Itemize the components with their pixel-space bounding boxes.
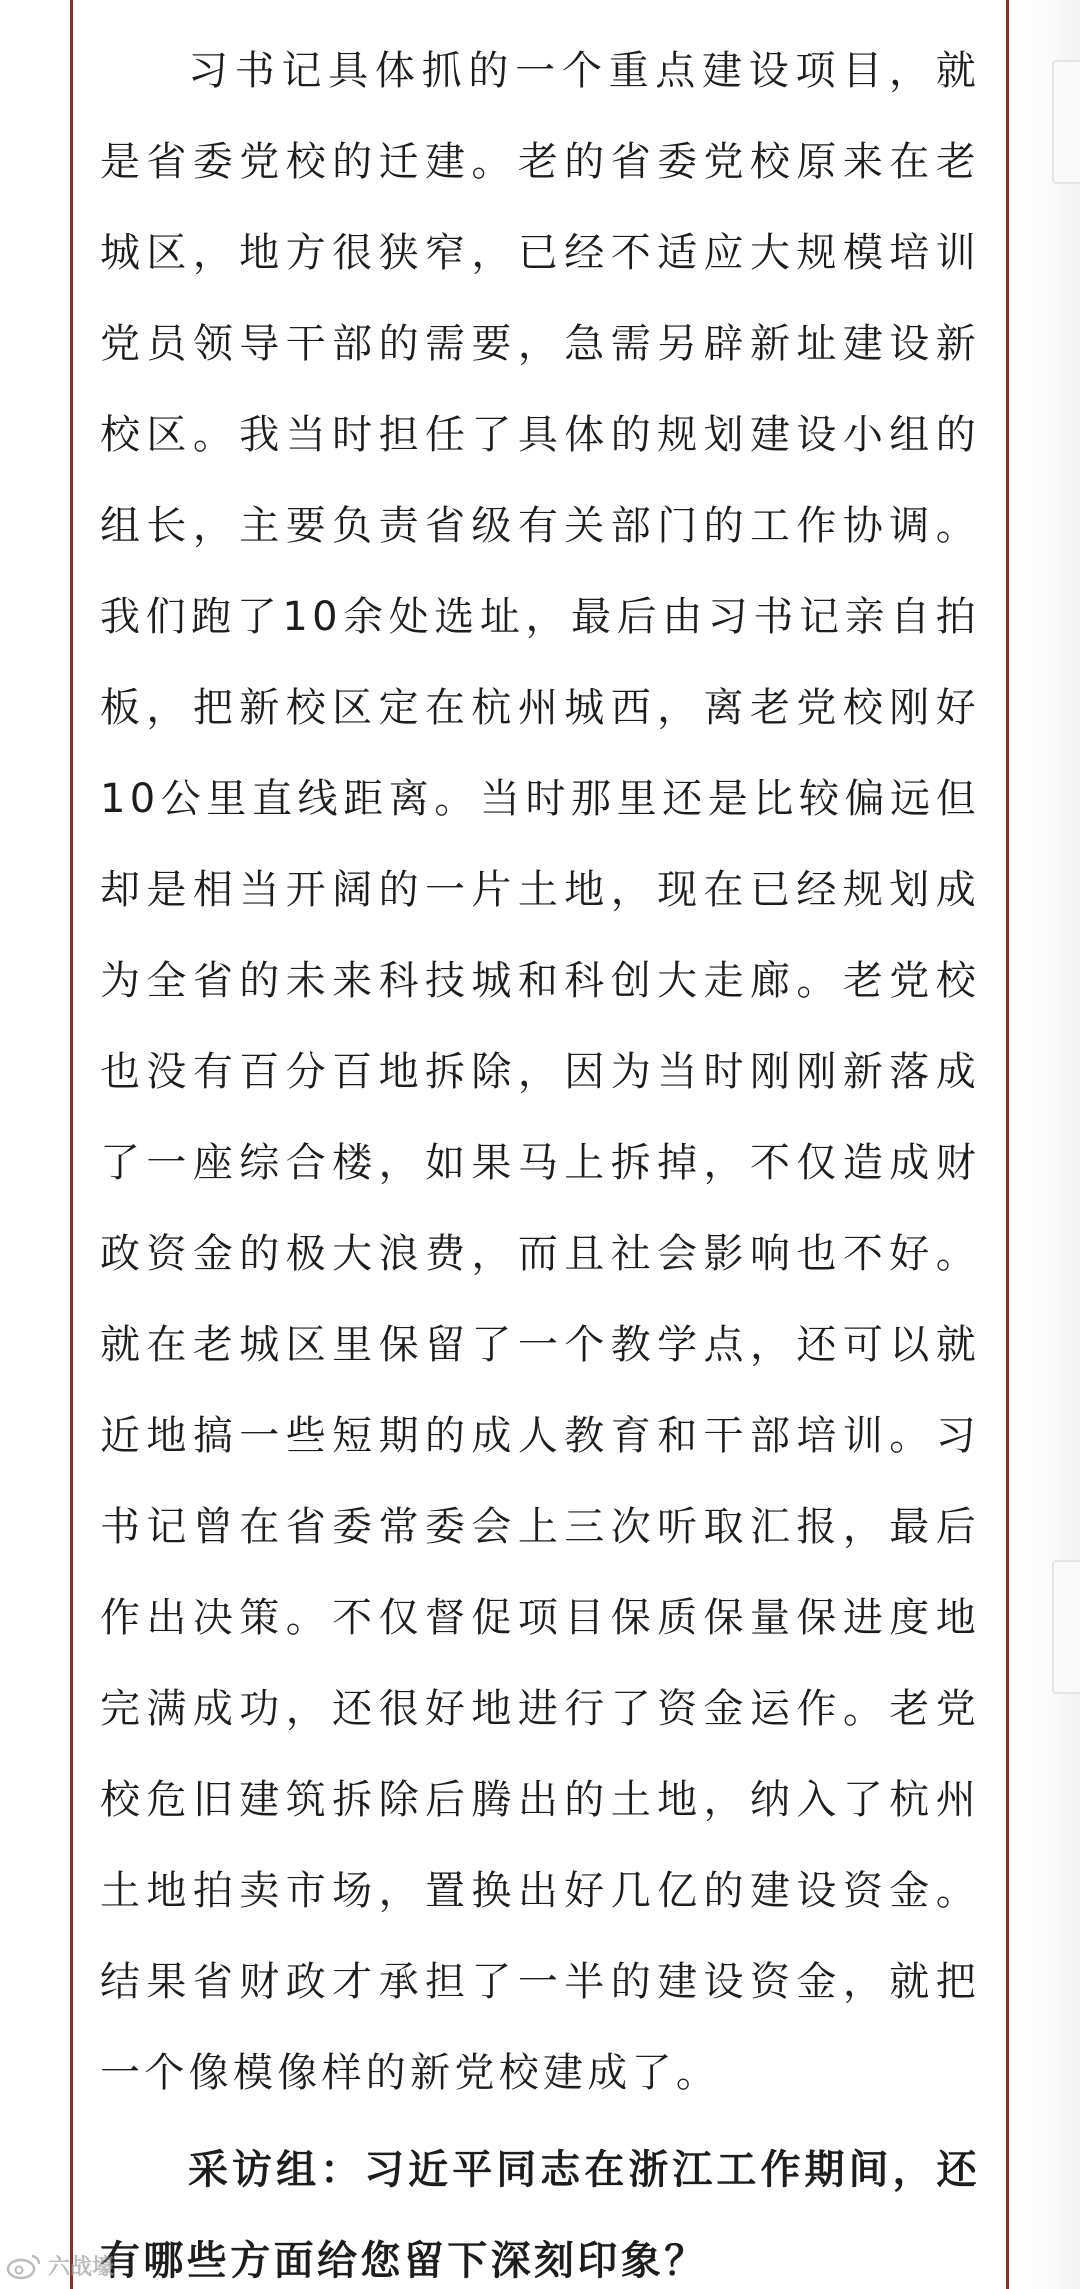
article-paragraph: 习书记具体抓的一个重点建设项目，就是省委党校的迁建。老的省委党校原来在老城区，地方很狭窄，已经不适应大规模培训党员领导干部的需要，急需另辟新址建设新校区。我当时担任了具体的规划建设小组的组长，主要负责省级有关部门的工作协调。我们跑了10余处选址，最后由习书记亲自拍板，把新校区定在杭州城西，离老党校刚好10公里直线距离。当时那里还是比较偏远但却是相当开阔的一片土地，现在已经规划成为全省的未来科技城和科创大走廊。老党校也没有百分百地拆除，因为当时刚刚新落成了一座综合楼，如果马上拆掉，不仅造成财政资金的极大浪费，而且社会影响也不好。就在老城区里保留了一个教学点，还可以就近地搞一些短期的成人教育和干部培训。习书记曾在省委常委会上三次听取汇报，最后作出决策。不仅督促项目保质保量保进度地完满成功，还很好地进行了资金运作。老党校危旧建筑拆除后腾出的土地，纳入了杭州土地拍卖市场，置换出好几亿的建设资金。结果省财政才承担了一半的建设资金，就把一个像模像样的新党校建成了。 xyxy=(100,48,980,2096)
adjacent-panel-edge xyxy=(1052,60,1080,184)
right-margin xyxy=(1009,0,1080,2289)
article-body xyxy=(100,0,980,2289)
interview-question: 采访组：习近平同志在浙江工作期间，还有哪些方面给您留下深刻印象？ xyxy=(100,2147,980,2284)
weibo-logo-icon xyxy=(6,2252,42,2280)
watermark xyxy=(6,2250,114,2281)
adjacent-panel-edge xyxy=(1052,1560,1080,1694)
watermark-text: 六战壕 xyxy=(48,2255,115,2280)
left-frame-border xyxy=(70,0,73,2289)
